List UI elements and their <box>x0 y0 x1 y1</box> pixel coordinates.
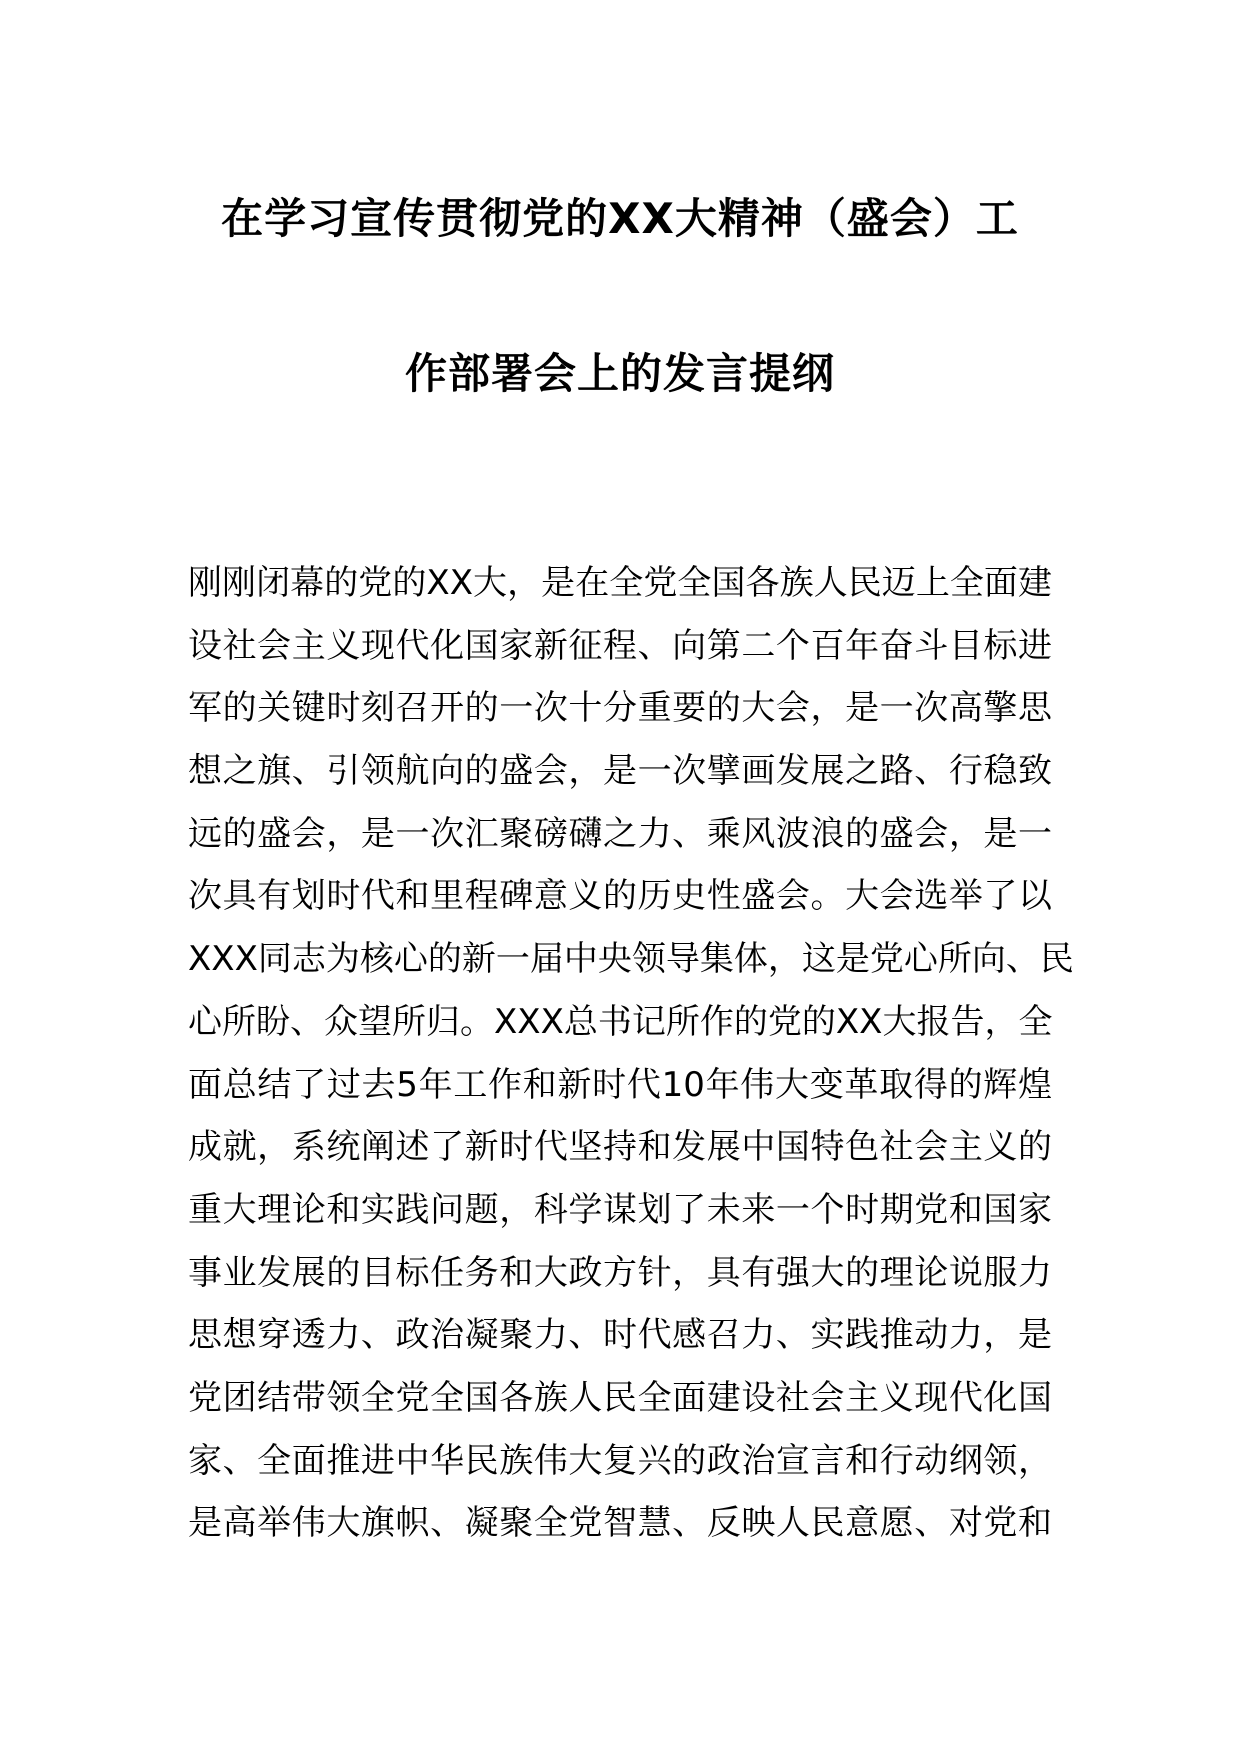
body-line: 是高举伟大旗帜、凝聚全党智慧、反映人民意愿、对党和 <box>188 1503 1052 1544</box>
title-line-1: 在学习宣传贯彻党的XX大精神（盛会）工 <box>221 194 1019 243</box>
document-title <box>150 195 1090 398</box>
body-line: 次具有划时代和里程碑意义的历史性盛会。大会选举了以 <box>188 876 1052 917</box>
title-line-2: 作部署会上的发言提纲 <box>404 349 835 398</box>
body-line: 事业发展的目标任务和大政方针，具有强大的理论说服力 <box>188 1252 1052 1293</box>
body-line: 军的关键时刻召开的一次十分重要的大会，是一次高擎思 <box>188 688 1052 729</box>
document-body <box>188 552 1074 1555</box>
body-line: 想之旗、引领航向的盛会，是一次擘画发展之路、行稳致 <box>188 751 1052 792</box>
body-line: 心所盼、众望所归。XXX总书记所作的党的XX大报告，全 <box>188 1001 1053 1042</box>
body-line: 面总结了过去5年工作和新时代10年伟大变革取得的辉煌 <box>188 1064 1052 1105</box>
body-line: 重大理论和实践问题，科学谋划了未来一个时期党和国家 <box>188 1189 1052 1230</box>
body-line: 党团结带领全党全国各族人民全面建设社会主义现代化国 <box>188 1377 1052 1418</box>
body-line: 远的盛会，是一次汇聚磅礴之力、乘风波浪的盛会，是一 <box>188 813 1052 854</box>
body-line: 思想穿透力、政治凝聚力、时代感召力、实践推动力，是 <box>188 1315 1052 1356</box>
body-line: 家、全面推进中华民族伟大复兴的政治宣言和行动纲领， <box>188 1440 1052 1481</box>
body-line: 成就，系统阐述了新时代坚持和发展中国特色社会主义的 <box>188 1127 1052 1168</box>
body-line: XXX同志为核心的新一届中央领导集体，这是党心所向、民 <box>188 939 1074 980</box>
body-line: 刚刚闭幕的党的XX大，是在全党全国各族人民迈上全面建 <box>188 563 1052 603</box>
body-line: 设社会主义现代化国家新征程、向第二个百年奋斗目标进 <box>188 625 1052 666</box>
